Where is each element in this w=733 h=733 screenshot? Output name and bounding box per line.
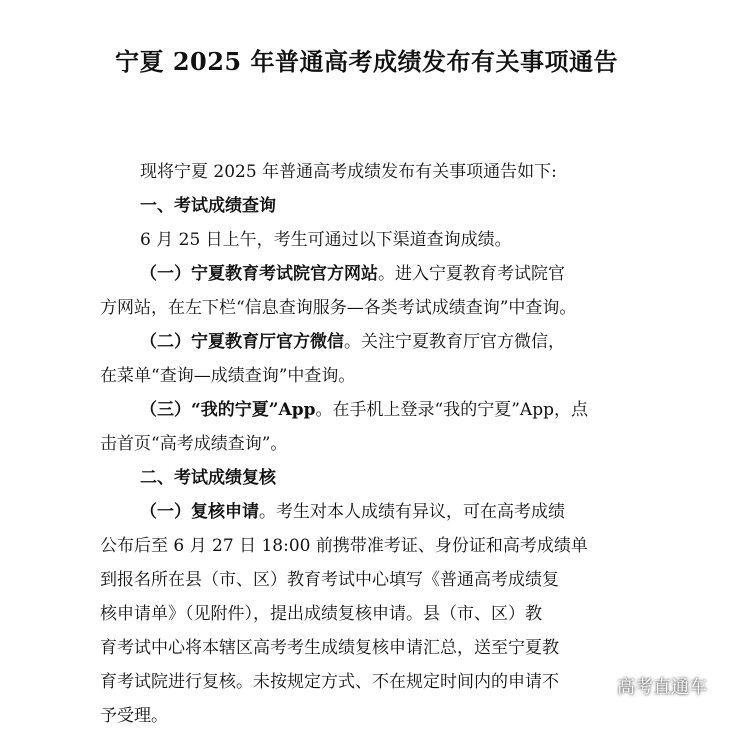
section2-line: 公布后至 6 月 27 日 18:00 前携带准考证、身份证和高考成绩单 [100,536,588,556]
section2-item1-label: （一）复核申请 [140,502,259,522]
section1-heading: 一、考试成绩查询 [140,196,276,216]
section2-item1 [100,495,660,529]
item3-label: （三）“我的宁夏”App [140,400,316,420]
item1-text: 。进入宁夏教育考试院官 [378,264,565,284]
section1-item2 [100,325,660,359]
section1-item3-cont: 击首页“高考成绩查询”。 [100,434,288,454]
section2-line: 予受理。 [100,706,168,726]
section2-line: 到报名所在县（市、区）教育考试中心填写《普通高考成绩复 [100,570,559,590]
section2-item1-text: 。考生对本人成绩有异议，可在高考成绩 [259,502,565,522]
section1-item3 [100,393,660,427]
section1-item1 [100,257,660,291]
item3-text: 。在手机上登录“我的宁夏”App，点 [315,400,588,420]
item2-label: （二）宁夏教育厅官方微信 [140,332,344,352]
section2-line: 育考试院进行复核。未按规定方式、不在规定时间内的申请不 [100,672,559,692]
section1-item2-cont: 在菜单“查询—成绩查询”中查询。 [100,366,356,386]
section1-item1-cont: 方网站，在左下栏“信息查询服务—各类考试成绩查询”中查询。 [100,298,577,318]
watermark-text: 高考直通车 [617,677,707,698]
section1-line1: 6 月 25 日上午，考生可通过以下渠道查询成绩。 [140,230,512,250]
section2-heading: 二、考试成绩复核 [140,468,276,488]
intro-paragraph: 现将宁夏 2025 年普通高考成绩发布有关事项通告如下: [140,162,557,182]
document-body [100,155,660,733]
item1-label: （一）宁夏教育考试院官方网站 [140,264,378,284]
document-title: 宁夏 2025 年普通高考成绩发布有关事项通告 [114,47,618,76]
section2-line: 育考试中心将本辖区高考考生成绩复核申请汇总，送至宁夏教 [100,638,559,658]
section2-line: 核申请单》（见附件），提出成绩复核申请。县（市、区）教 [100,604,542,624]
item2-text: 。关注宁夏教育厅官方微信， [344,332,565,352]
